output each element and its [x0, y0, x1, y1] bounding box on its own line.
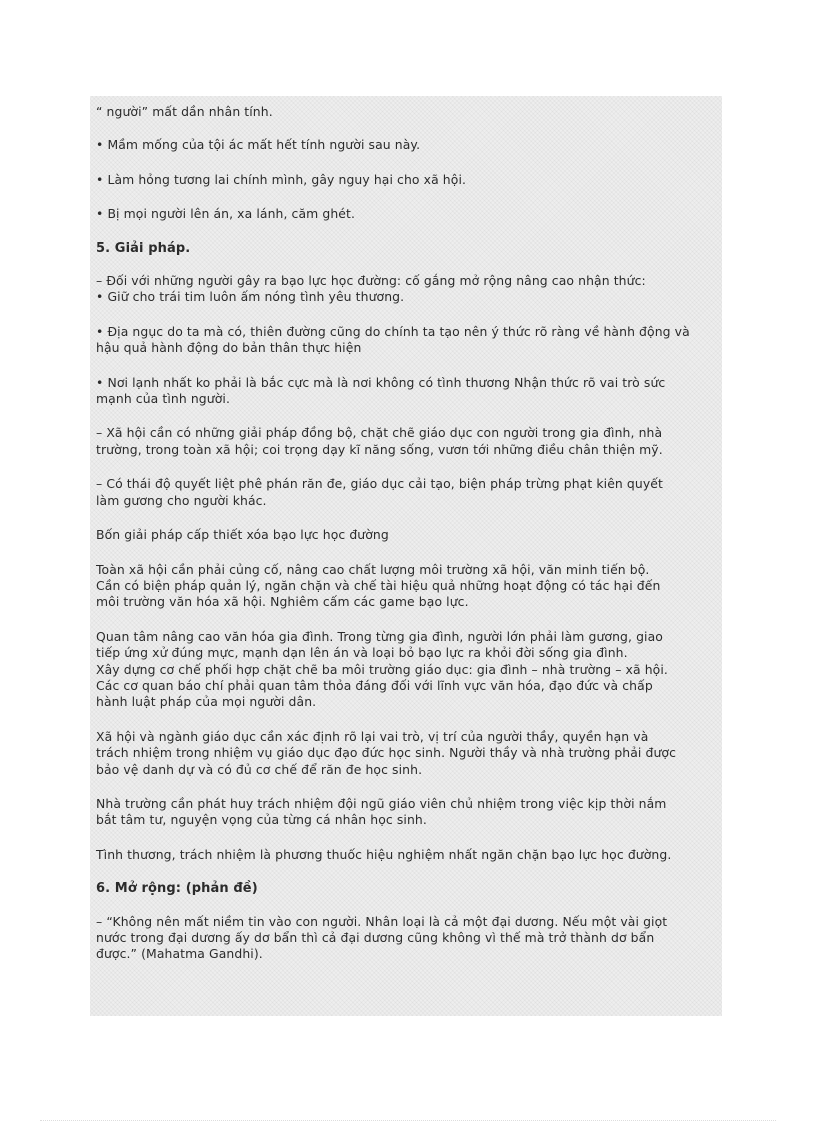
text-line: tiếp ứng xử đúng mực, mạnh dạn lên án và loại bỏ bạo lực ra khỏi đời sống gia đình. — [96, 645, 628, 661]
bullet-item — [96, 172, 716, 188]
bullet-item — [96, 137, 716, 153]
text-line: • Làm hỏng tương lai chính mình, gây nguy hại cho xã hội. — [96, 171, 467, 187]
bullet-item — [96, 324, 716, 357]
text-line: • Giữ cho trái tim luôn ấm nóng tình yêu thương. — [96, 289, 405, 305]
text-line: • Bị mọi người lên án, xa lánh, căm ghét. — [96, 206, 356, 222]
document-content — [90, 96, 722, 1016]
bullet-item — [96, 206, 716, 222]
text-line: • Mầm mống của tội ác mất hết tính người sau này. — [96, 137, 421, 153]
page-bottom-divider — [40, 1120, 776, 1121]
text-line: trách nhiệm trong nhiệm vụ giáo dục đạo đức học sinh. Người thầy và nhà trường phải được — [96, 745, 677, 761]
text-line: nước trong đại dương ấy dơ bẩn thì cả đại dương cũng không vì thế mà trở thành dơ bẩn — [96, 930, 655, 945]
text-line: làm gương cho người khác. — [96, 492, 267, 508]
text-line: – Có thái độ quyết liệt phê phán răn đe, giáo dục cải tạo, biện pháp trừng phạt kiên quyết — [96, 476, 663, 492]
text-line: – Đối với những người gây ra bạo lực học đường: cố gắng mở rộng nâng cao nhận thức: — [96, 273, 646, 289]
section-heading-5: 5. Giải pháp. — [96, 240, 191, 256]
text-line: Nhà trường cần phát huy trách nhiệm đội ngũ giáo viên chủ nhiệm trong việc kịp thời nắm — [96, 795, 667, 811]
text-line: hành luật pháp của mọi người dân. — [96, 694, 317, 710]
paragraph — [96, 562, 716, 611]
text-line: hậu quả hành động do bản thân thực hiện — [96, 340, 362, 356]
paragraph — [96, 796, 716, 829]
paragraph — [96, 847, 716, 863]
text-line: Cần có biện pháp quản lý, ngăn chặn và chế tài hiệu quả những hoạt động có tác hại đến — [96, 577, 661, 593]
text-line: Xây dựng cơ chế phối hợp chặt chẽ ba môi trường giáo dục: gia đình – nhà trường – xã hội. — [96, 661, 668, 677]
text-line: Toàn xã hội cần phải củng cố, nâng cao chất lượng môi trường xã hội, văn minh tiến bộ. — [96, 561, 650, 577]
text-line: Xã hội và ngành giáo dục cần xác định rõ lại vai trò, vị trí của người thầy, quyền hạn và — [96, 728, 649, 744]
paragraph — [96, 476, 716, 509]
paragraph — [96, 729, 716, 778]
text-line: bảo vệ danh dự và có đủ cơ chế để răn đe học sinh. — [96, 761, 423, 777]
text-line: Quan tâm nâng cao văn hóa gia đình. Trong từng gia đình, người lớn phải làm gương, giao — [96, 628, 663, 644]
paragraph — [96, 273, 716, 306]
text-line: Các cơ quan báo chí phải quan tâm thỏa đáng đối với lĩnh vực văn hóa, đạo đức và chấp — [96, 677, 653, 693]
paragraph — [96, 425, 716, 458]
text-line: – “Không nên mất niềm tin vào con người. Nhân loại là cả một đại dương. Nếu một vài giọt — [96, 913, 668, 929]
paragraph — [96, 527, 716, 543]
paragraph-intro — [96, 104, 716, 120]
text-line: mạnh của tình người. — [96, 391, 230, 407]
section-heading-6: 6. Mở rộng: (phản đề) — [96, 881, 258, 897]
text-line: trường, trong toàn xã hội; coi trọng dạy kĩ năng sống, vươn tới những điều chân thiện mỹ. — [96, 441, 663, 457]
text-line: “ người” mất dần nhân tính. — [96, 104, 273, 119]
text-line: • Địa ngục do ta mà có, thiên đường cũng do chính ta tạo nên ý thức rõ ràng về hành động và — [96, 323, 690, 339]
text-line: bắt tâm tư, nguyện vọng của từng cá nhân học sinh. — [96, 812, 427, 828]
bullet-item — [96, 375, 716, 408]
text-line: • Nơi lạnh nhất ko phải là bắc cực mà là nơi không có tình thương Nhận thức rõ vai trò sức — [96, 374, 666, 390]
text-line: môi trường văn hóa xã hội. Nghiêm cấm các game bạo lực. — [96, 594, 469, 610]
text-line: được.” (Mahatma Gandhi). — [96, 946, 263, 962]
paragraph — [96, 629, 716, 711]
text-line: – Xã hội cần có những giải pháp đồng bộ, chặt chẽ giáo dục con người trong gia đình, nhà — [96, 425, 663, 441]
text-line: Tình thương, trách nhiệm là phương thuốc hiệu nghiệm nhất ngăn chặn bạo lực học đường. — [96, 846, 672, 862]
text-line: Bốn giải pháp cấp thiết xóa bạo lực học đường — [96, 527, 389, 543]
quote-paragraph — [96, 914, 716, 963]
